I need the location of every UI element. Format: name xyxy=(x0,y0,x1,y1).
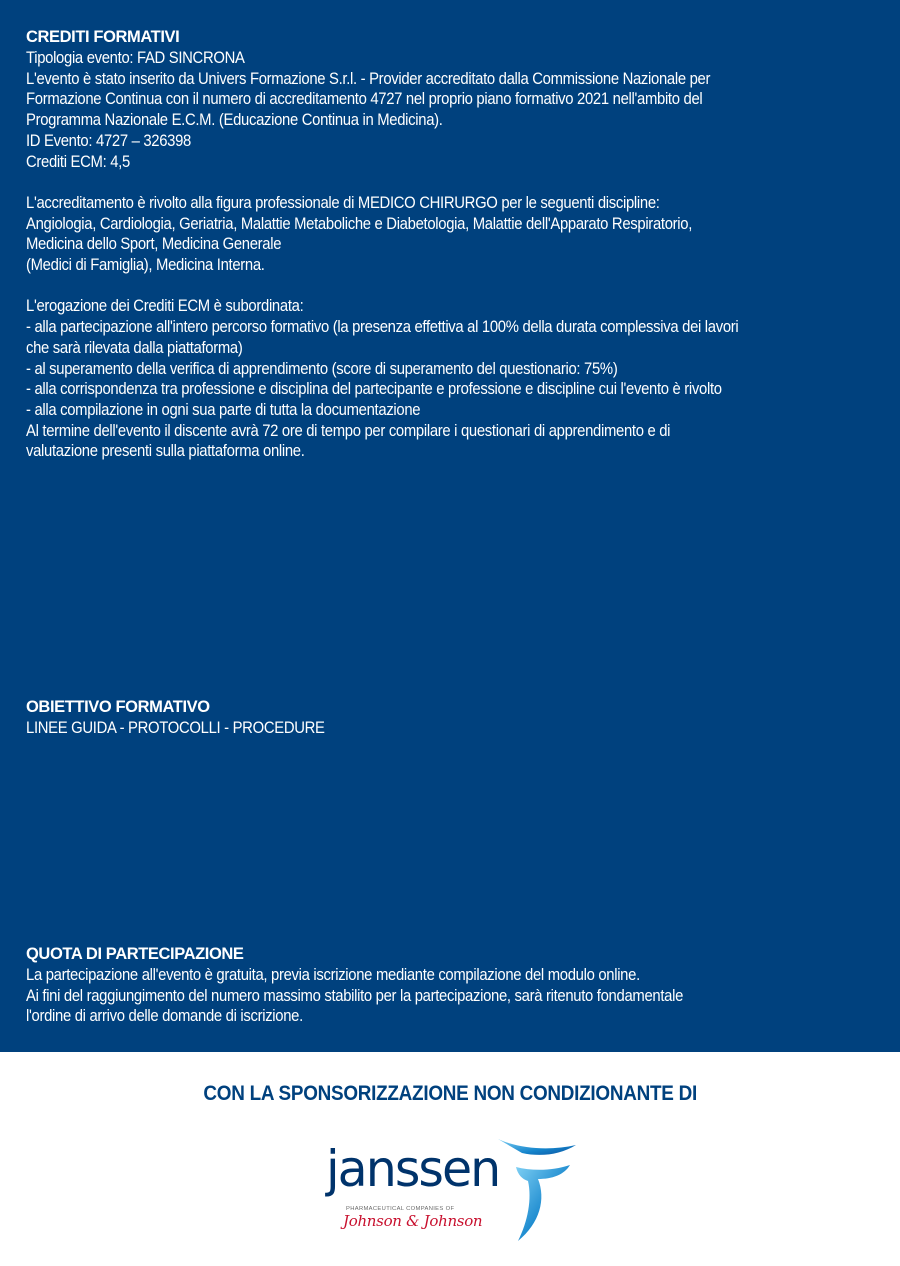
discipline-line: Angiologia, Cardiologia, Geriatria, Malattie Metaboliche e Diabetologia, Malattie dell'Apparato Respiratorio, xyxy=(26,214,693,233)
discipline-line: Medicina dello Sport, Medicina Generale xyxy=(26,235,282,254)
erogazione-line: Al termine dell'evento il discente avrà 72 ore di tempo per compilare i questionari di apprendimento e di xyxy=(26,421,671,440)
obiettivo-section xyxy=(26,697,886,739)
quota-title: QUOTA DI PARTECIPAZIONE xyxy=(26,945,244,963)
erogazione-line: - alla partecipazione all'intero percorso formativo (la presenza effettiva al 100% della durata complessiva dei lavori xyxy=(26,318,739,337)
crediti-details xyxy=(26,48,886,172)
janssen-tagline: PHARMACEUTICAL COMPANIES OF xyxy=(346,1206,455,1212)
crediti-line: Crediti ECM: 4,5 xyxy=(26,152,130,171)
janssen-logo xyxy=(326,1140,576,1250)
quota-line: La partecipazione all'evento è gratuita, previa iscrizione mediante compilazione del modulo online. xyxy=(26,966,640,984)
crediti-title: CREDITI FORMATIVI xyxy=(26,28,180,46)
crediti-line: Formazione Continua con il numero di accreditamento 4727 nel proprio piano formativo 2021 nell'ambito del xyxy=(26,90,703,109)
sponsor-heading xyxy=(0,1082,900,1106)
janssen-wordmark: janssen xyxy=(326,1140,500,1198)
johnson-johnson-signature: Johnson & Johnson xyxy=(343,1212,483,1230)
quota-line: l'ordine di arrivo delle domande di iscrizione. xyxy=(26,1007,303,1026)
paragraph-gap xyxy=(26,172,886,193)
quota-section xyxy=(26,944,886,1027)
obiettivo-text: LINEE GUIDA - PROTOCOLLI - PROCEDURE xyxy=(26,719,325,737)
crediti-line: Programma Nazionale E.C.M. (Educazione Continua in Medicina). xyxy=(26,111,443,130)
erogazione-paragraph xyxy=(26,296,886,462)
paragraph-gap xyxy=(26,276,886,297)
erogazione-line: - al superamento della verifica di apprendimento (score di superamento del questionario: 75%) xyxy=(26,359,618,378)
sponsor-text: CON LA SPONSORIZZAZIONE NON CONDIZIONANTE DI xyxy=(203,1082,697,1105)
crediti-line: L'evento è stato inserito da Univers Formazione S.r.l. - Provider accreditato dalla Commissione Nazionale per xyxy=(26,69,711,88)
discipline-paragraph xyxy=(26,193,886,276)
erogazione-line: L'erogazione dei Crediti ECM è subordinata: xyxy=(26,297,304,316)
crediti-section xyxy=(26,27,886,462)
discipline-line: L'accreditamento è rivolto alla figura professionale di MEDICO CHIRURGO per le seguenti discipline: xyxy=(26,193,660,212)
crediti-line: Tipologia evento: FAD SINCRONA xyxy=(26,49,245,67)
erogazione-line: - alla compilazione in ogni sua parte di tutta la documentazione xyxy=(26,400,421,419)
erogazione-line: - alla corrispondenza tra professione e disciplina del partecipante e professione e discipline cui l'evento è rivolto xyxy=(26,380,722,399)
sponsor-area xyxy=(0,1052,900,1266)
erogazione-line: valutazione presenti sulla piattaforma online. xyxy=(26,442,305,461)
crediti-line: ID Evento: 4727 – 326398 xyxy=(26,131,192,150)
discipline-line: (Medici di Famiglia), Medicina Interna. xyxy=(26,256,265,275)
erogazione-line: che sarà rilevata dalla piattaforma) xyxy=(26,338,243,357)
quota-line: Ai fini del raggiungimento del numero massimo stabilito per la partecipazione, sarà ritenuto fondamentale xyxy=(26,986,684,1005)
janssen-mark-icon xyxy=(494,1137,578,1243)
obiettivo-title: OBIETTIVO FORMATIVO xyxy=(26,698,210,716)
